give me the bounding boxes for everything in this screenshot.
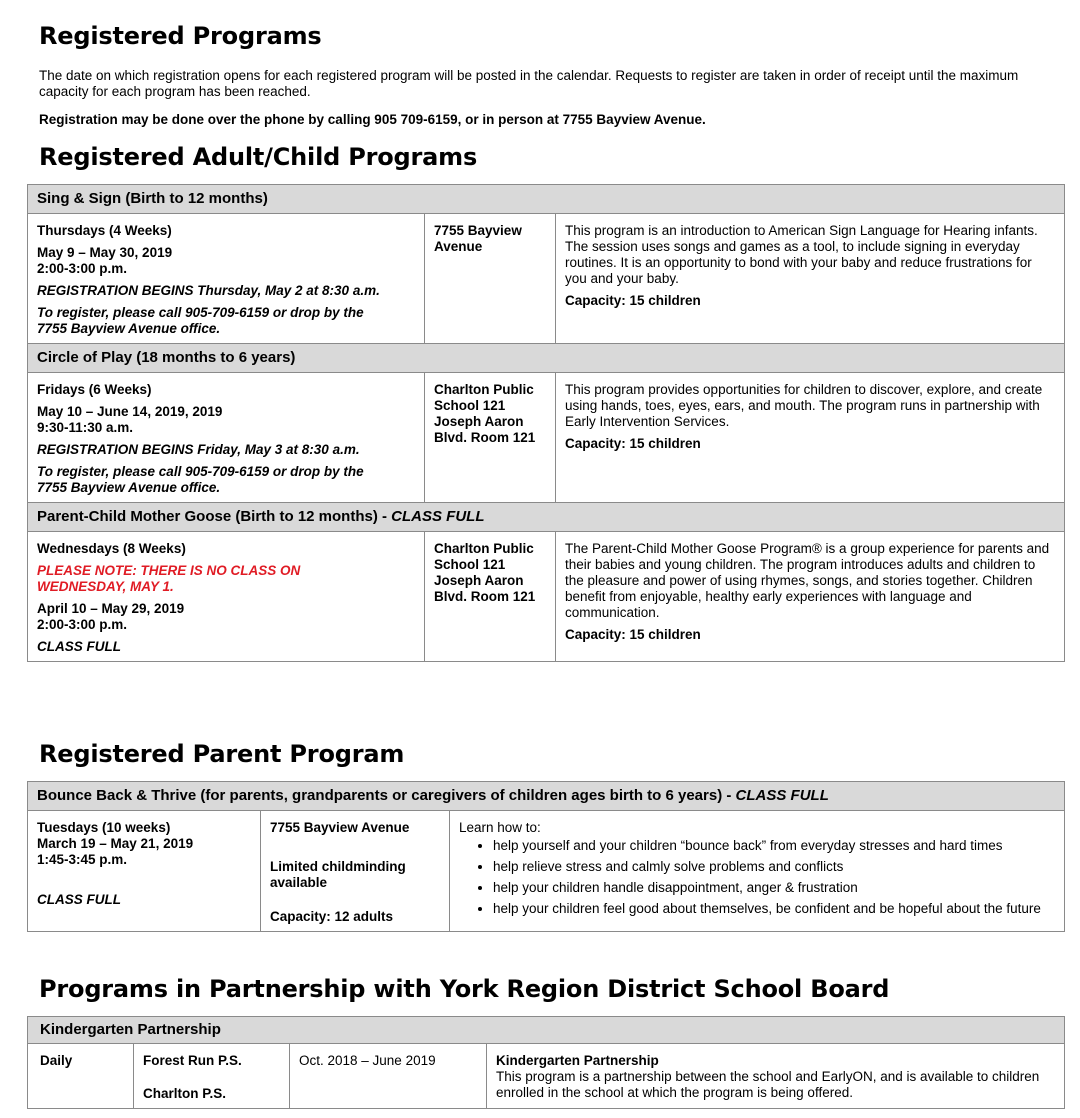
program-header-row — [28, 344, 1065, 373]
program-header-row — [28, 503, 1065, 532]
program-description: This program is an introduction to American Sign Language for Hearing infants. The session uses songs and games as a tool, to include signing in everyday routines. It is an opportunity to bond with your baby and reduce frustrations for you and your baby. — [565, 223, 1038, 286]
list-item: • help your children feel good about themselves, be confident and be hopeful about the future — [493, 901, 1055, 917]
program-location: Charlton Public School 121 Joseph Aaron Blvd. Room 121 — [425, 373, 556, 503]
program-day: Thursdays (4 Weeks) — [37, 223, 172, 238]
program-schools-cell — [134, 1044, 290, 1109]
program-schedule-cell — [28, 811, 261, 932]
program-header-cell — [28, 503, 1065, 532]
childminding-info: Limited childminding available — [270, 859, 406, 890]
program-schedule-cell — [28, 214, 425, 344]
program-schedule-cell — [28, 532, 425, 662]
program-dates: May 10 – June 14, 2019, 2019 — [37, 404, 223, 419]
program-capacity: Capacity: 15 children — [565, 293, 701, 308]
section-heading-parent: Registered Parent Program — [39, 740, 405, 768]
list-item: • help relieve stress and calmly solve problems and conflicts — [493, 859, 1055, 875]
program-dates: April 10 – May 29, 2019 — [37, 601, 185, 616]
class-full-label: CLASS FULL — [37, 639, 121, 654]
no-class-notice: PLEASE NOTE: THERE IS NO CLASS ON WEDNESDAY, MAY 1. — [37, 563, 301, 594]
program-time: 2:00-3:00 p.m. — [37, 617, 128, 632]
program-schedule-cell — [28, 373, 425, 503]
program-title: Kindergarten Partnership — [496, 1053, 659, 1068]
adult-child-programs-table — [27, 184, 1065, 662]
program-name: Parent-Child Mother Goose (Birth to 12 months) - — [37, 508, 392, 525]
program-header-row — [28, 185, 1065, 214]
program-details-row — [28, 532, 1065, 662]
program-details-row — [28, 811, 1065, 932]
program-description-cell — [487, 1044, 1065, 1109]
program-header-cell — [28, 782, 1065, 811]
class-full-label: CLASS FULL — [37, 892, 121, 907]
class-full-badge: CLASS FULL — [391, 508, 485, 525]
class-full-badge: CLASS FULL — [735, 787, 829, 804]
register-instructions: To register, please call 905-709-6159 or drop by the 7755 Bayview Avenue office. — [37, 464, 364, 495]
program-time: 1:45-3:45 p.m. — [37, 852, 128, 867]
program-location: 7755 Bayview Avenue — [425, 214, 556, 344]
program-details-row — [28, 373, 1065, 503]
program-location-cell — [261, 811, 450, 932]
program-description: This program provides opportunities for children to discover, explore, and create using hands, toes, eyes, ears, and mouth. The program runs in partnership with Early Intervention Services. — [565, 382, 1043, 429]
program-capacity: Capacity: 12 adults — [270, 909, 394, 924]
program-dates: May 9 – May 30, 2019 — [37, 245, 173, 260]
program-day: Fridays (6 Weeks) — [37, 382, 152, 397]
program-name: Kindergarten Partnership — [28, 1017, 1065, 1044]
program-frequency: Daily — [28, 1044, 134, 1109]
program-name: Bounce Back & Thrive (for parents, grandparents or caregivers of children ages birth to 6 years) - — [37, 787, 736, 804]
program-details-row — [28, 1044, 1065, 1109]
program-capacity: Capacity: 15 children — [565, 436, 701, 451]
program-day: Wednesdays (8 Weeks) — [37, 541, 186, 556]
program-name: Circle of Play (18 months to 6 years) — [28, 344, 1065, 373]
program-time: 2:00-3:00 p.m. — [37, 261, 128, 276]
program-description-cell — [556, 532, 1065, 662]
parent-program-table — [27, 781, 1065, 932]
program-details-row — [28, 214, 1065, 344]
program-description: This program is a partnership between the school and EarlyON, and is available to children enrolled in the school at which the program is being offered. — [496, 1069, 1040, 1100]
list-item: • help yourself and your children “bounce back” from everyday stresses and hard times — [493, 838, 1055, 854]
program-name: Sing & Sign (Birth to 12 months) — [28, 185, 1065, 214]
section-heading-adult-child: Registered Adult/Child Programs — [39, 143, 478, 171]
partnership-table — [27, 1016, 1065, 1109]
program-header-row — [28, 1017, 1065, 1044]
program-header-row — [28, 782, 1065, 811]
program-description-cell — [450, 811, 1065, 932]
learn-intro: Learn how to: — [459, 820, 541, 835]
program-period: Oct. 2018 – June 2019 — [290, 1044, 487, 1109]
program-description-cell — [556, 214, 1065, 344]
registration-begins: REGISTRATION BEGINS Friday, May 3 at 8:30 a.m. — [37, 442, 360, 457]
program-time: 9:30-11:30 a.m. — [37, 420, 134, 435]
intro-paragraph: The date on which registration opens for each registered program will be posted in the calendar. Requests to register are taken in order of receipt until the maximum capacity for each program has been reached. — [39, 68, 1019, 99]
program-location: 7755 Bayview Avenue — [270, 820, 410, 835]
register-instructions: To register, please call 905-709-6159 or drop by the 7755 Bayview Avenue office. — [37, 305, 364, 336]
school-name: Charlton P.S. — [143, 1086, 227, 1101]
list-item: • help your children handle disappointment, anger & frustration — [493, 880, 1055, 896]
section-heading-partnership: Programs in Partnership with York Region District School Board — [39, 975, 890, 1003]
page-title: Registered Programs — [39, 22, 322, 50]
program-dates: March 19 – May 21, 2019 — [37, 836, 194, 851]
program-location: Charlton Public School 121 Joseph Aaron Blvd. Room 121 — [425, 532, 556, 662]
learn-list — [459, 838, 1055, 917]
program-capacity: Capacity: 15 children — [565, 627, 701, 642]
school-name: Forest Run P.S. — [143, 1053, 242, 1068]
program-description-cell — [556, 373, 1065, 503]
program-description: The Parent-Child Mother Goose Program® is a group experience for parents and their babies and young children. The program introduces adults and children to the pleasure and power of using rhymes, songs, and stories together. Children benefit from enjoyable, healthy early experiences with language and communication. — [565, 541, 1050, 620]
registration-note: Registration may be done over the phone by calling 905 709-6159, or in person at 7755 Bayview Avenue. — [39, 112, 706, 127]
program-day: Tuesdays (10 weeks) — [37, 820, 171, 835]
registration-begins: REGISTRATION BEGINS Thursday, May 2 at 8:30 a.m. — [37, 283, 380, 298]
